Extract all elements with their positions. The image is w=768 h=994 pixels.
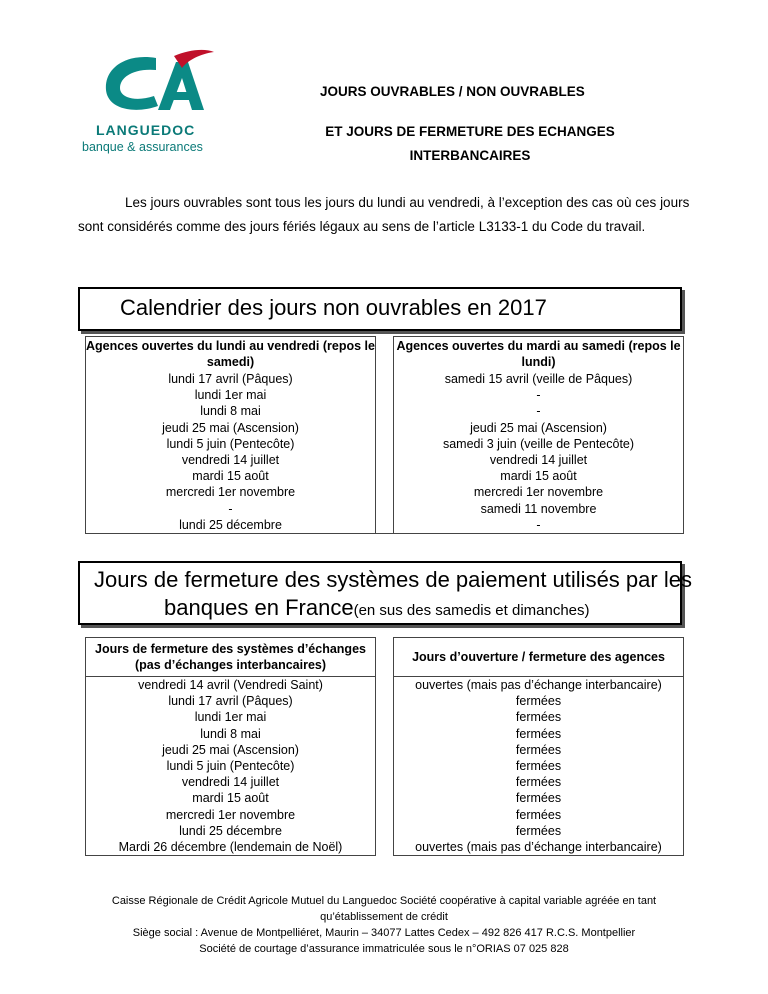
table-row (86, 726, 684, 742)
table-row (86, 371, 684, 387)
page-subtitle: ET JOURS DE FERMETURE DES ECHANGES INTERBANCAIRES (325, 124, 615, 163)
table-cell: fermées (394, 790, 684, 806)
table-row (86, 501, 684, 517)
page-title: JOURS OUVRABLES / NON OUVRABLES (320, 84, 585, 99)
logo-region-text: LANGUEDOC (96, 122, 196, 138)
calendar-title-text: Calendrier des jours non ouvrables en 2017 (120, 295, 547, 320)
column-gap (376, 436, 394, 452)
calendar-table (85, 336, 684, 534)
footer-line: Société de courtage d’assurance immatriculée sous le n°ORIAS 07 025 828 (199, 943, 569, 955)
table-cell: vendredi 14 juillet (86, 452, 376, 468)
table-cell: fermées (394, 758, 684, 774)
table-header-row (86, 638, 684, 677)
closures-title-line2 (164, 595, 590, 621)
column-gap (376, 839, 394, 856)
table-cell: samedi 15 avril (veille de Pâques) (394, 371, 684, 387)
table-cell: lundi 17 avril (Pâques) (86, 693, 376, 709)
column-gap (376, 403, 394, 419)
table-row (86, 468, 684, 484)
column-gap (376, 774, 394, 790)
table-cell: - (86, 501, 376, 517)
table-cell: lundi 1er mai (86, 709, 376, 725)
table-cell: fermées (394, 693, 684, 709)
table-cell: samedi 11 novembre (394, 501, 684, 517)
table-cell: fermées (394, 807, 684, 823)
table-row (86, 839, 684, 856)
table-cell: samedi 3 juin (veille de Pentecôte) (394, 436, 684, 452)
column-gap (376, 468, 394, 484)
table-cell: mercredi 1er novembre (394, 484, 684, 500)
column-gap (376, 501, 394, 517)
column-header: Agences ouvertes du lundi au vendredi (repos le samedi) (86, 337, 376, 372)
table-cell: vendredi 14 avril (Vendredi Saint) (86, 677, 376, 694)
table-cell: fermées (394, 742, 684, 758)
table-row (86, 387, 684, 403)
table-cell: lundi 25 décembre (86, 823, 376, 839)
column-gap (376, 337, 394, 372)
table-cell: jeudi 25 mai (Ascension) (86, 420, 376, 436)
column-gap (376, 823, 394, 839)
table-row (86, 420, 684, 436)
table-row (86, 677, 684, 694)
column-gap (376, 709, 394, 725)
table-row (86, 484, 684, 500)
closures-section-title (78, 561, 692, 625)
table-cell: fermées (394, 709, 684, 725)
table-row (86, 403, 684, 419)
table-row (86, 693, 684, 709)
logo-tagline: banque & assurances (82, 140, 203, 154)
table-cell: - (394, 517, 684, 534)
table-row (86, 790, 684, 806)
table-cell: mardi 15 août (86, 790, 376, 806)
table-cell: jeudi 25 mai (Ascension) (86, 742, 376, 758)
table-cell: mercredi 1er novembre (86, 484, 376, 500)
column-gap (376, 517, 394, 534)
table-row (86, 452, 684, 468)
footer-line: Siège social : Avenue de Montpelliéret, Maurin – 34077 Lattes Cedex – 492 826 417 R.C.S. Montpellier (132, 927, 636, 939)
table-row (86, 774, 684, 790)
column-header: Agences ouvertes du mardi au samedi (repos le lundi) (394, 337, 684, 372)
column-header: Jours d’ouverture / fermeture des agences (394, 638, 684, 677)
closures-table (85, 637, 684, 856)
column-gap (376, 638, 394, 677)
table-cell: lundi 1er mai (86, 387, 376, 403)
table-row (86, 436, 684, 452)
column-gap (376, 371, 394, 387)
column-gap (376, 790, 394, 806)
ca-logo-mark-icon (96, 48, 216, 120)
table-cell: lundi 17 avril (Pâques) (86, 371, 376, 387)
table-header-row (86, 337, 684, 372)
table-cell: lundi 25 décembre (86, 517, 376, 534)
table-cell: vendredi 14 juillet (394, 452, 684, 468)
table-row (86, 742, 684, 758)
column-gap (376, 807, 394, 823)
table-row (86, 807, 684, 823)
column-gap (376, 758, 394, 774)
table-cell: fermées (394, 774, 684, 790)
table-cell: lundi 5 juin (Pentecôte) (86, 758, 376, 774)
table-cell: jeudi 25 mai (Ascension) (394, 420, 684, 436)
column-gap (376, 452, 394, 468)
column-gap (376, 693, 394, 709)
column-gap (376, 742, 394, 758)
table-cell: lundi 5 juin (Pentecôte) (86, 436, 376, 452)
table-cell: lundi 8 mai (86, 403, 376, 419)
table-cell: mardi 15 août (394, 468, 684, 484)
closures-title-suffix: (en sus des samedis et dimanches) (353, 602, 590, 619)
column-gap (376, 726, 394, 742)
page-footer (78, 893, 690, 957)
table-row (86, 823, 684, 839)
table-cell: ouvertes (mais pas d’échange interbancaire) (394, 677, 684, 694)
calendar-section-title (78, 287, 682, 331)
table-cell: - (394, 387, 684, 403)
footer-line: Caisse Régionale de Crédit Agricole Mutuel du Languedoc Société coopérative à capital variable agréée en tant qu’établissement de crédit (111, 895, 657, 923)
closures-title-line1: Jours de fermeture des systèmes de paiement utilisés par les (94, 567, 692, 592)
closures-title-main: banques en France (164, 595, 354, 620)
table-cell: lundi 8 mai (86, 726, 376, 742)
table-row (86, 758, 684, 774)
table-cell: ouvertes (mais pas d’échange interbancaire) (394, 839, 684, 856)
credit-agricole-logo (78, 48, 228, 158)
column-gap (376, 420, 394, 436)
table-cell: mardi 15 août (86, 468, 376, 484)
column-header: Jours de fermeture des systèmes d’échanges (pas d’échanges interbancaires) (86, 638, 376, 677)
table-cell: vendredi 14 juillet (86, 774, 376, 790)
table-row (86, 517, 684, 534)
table-cell: Mardi 26 décembre (lendemain de Noël) (86, 839, 376, 856)
table-cell: fermées (394, 726, 684, 742)
column-gap (376, 677, 394, 694)
column-gap (376, 387, 394, 403)
intro-paragraph: Les jours ouvrables sont tous les jours du lundi au vendredi, à l’exception des cas où ces jours sont considérés comme des jours fériés légaux au sens de l’article L3133-1 du Code du travail. (78, 195, 690, 234)
table-cell: fermées (394, 823, 684, 839)
table-cell: - (394, 403, 684, 419)
table-cell: mercredi 1er novembre (86, 807, 376, 823)
table-row (86, 709, 684, 725)
column-gap (376, 484, 394, 500)
